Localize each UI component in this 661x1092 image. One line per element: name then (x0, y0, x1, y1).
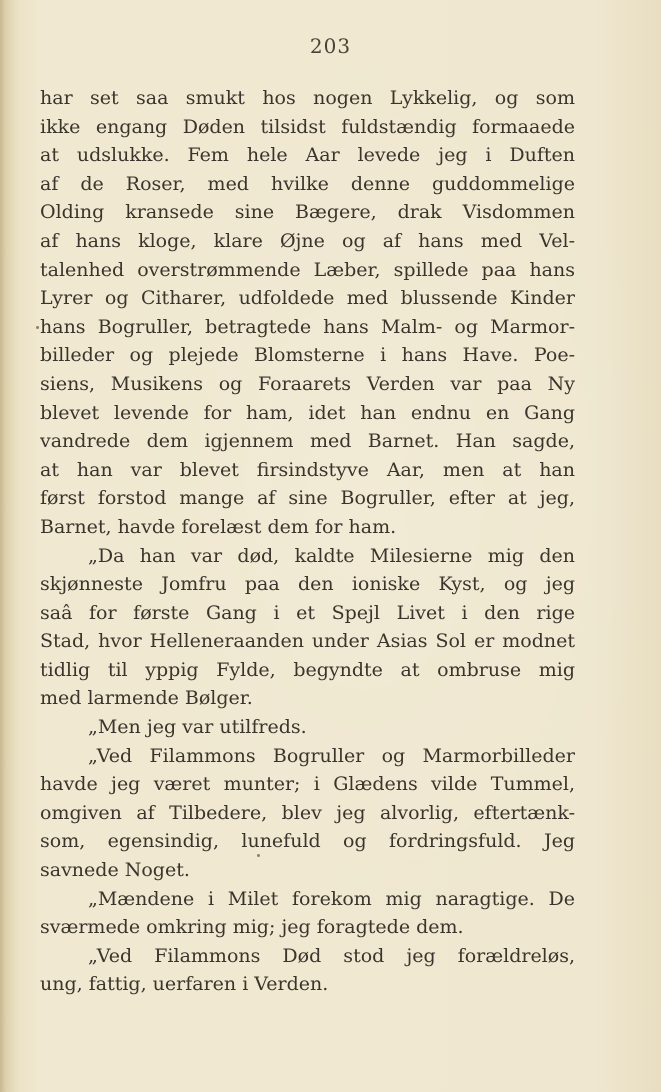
text-line: først forstod mange af sine Bogruller, efter at jeg, (40, 487, 575, 510)
body-text (40, 84, 575, 999)
text-line: „Mændene i Milet forekom mig naragtige. De (88, 887, 575, 910)
text-line: saâ for første Gang i et Spejl Livet i den rige (40, 601, 575, 624)
text-line: at udslukke. Fem hele Aar levede jeg i Duften (40, 144, 575, 167)
page-number: 203 (309, 34, 352, 58)
text-line: tidlig til yppig Fylde, begyndte at ombruse mig (40, 658, 575, 681)
text-line: sværmede omkring mig; jeg foragtede dem. (40, 916, 464, 939)
text-line: talenhed overstrømmende Læber, spillede paa hans (40, 258, 575, 281)
text-line: at han var blevet firsindstyve Aar, men at han (40, 458, 575, 481)
text-line: „Da han var død, kaldte Milesierne mig den (88, 544, 575, 567)
text-line: af de Roser, med hvilke denne guddommelige (40, 172, 575, 195)
paper-speck (36, 326, 39, 329)
paper-speck (257, 854, 260, 857)
text-line: havde jeg været munter; i Glædens vilde Tummel, (40, 773, 575, 796)
text-line: billeder og plejede Blomsterne i hans Have. Poe- (40, 344, 575, 367)
text-line: siens, Musikens og Foraarets Verden var paa Ny (40, 372, 575, 395)
text-line: omgiven af Tilbedere, blev jeg alvorlig, eftertænk- (40, 801, 575, 824)
text-line: skjønneste Jomfru paa den ioniske Kyst, og jeg (40, 573, 575, 596)
text-line: med larmende Bølger. (40, 687, 253, 710)
text-line: „Ved Filammons Bogruller og Marmorbilleder (88, 744, 575, 767)
text-line: Barnet, havde forelæst dem for ham. (40, 515, 397, 538)
text-line: Stad, hvor Helleneraanden under Asias Sol er modnet (40, 630, 575, 653)
text-line: har set saa smukt hos nogen Lykkelig, og som (40, 87, 575, 109)
text-line: ung, fattig, uerfaren i Verden. (40, 973, 329, 996)
text-line: blevet levende for ham, idet han endnu en Gang (40, 401, 575, 424)
text-line: hans Bogruller, betragtede hans Malm- og Marmor- (40, 315, 575, 338)
text-line: vandrede dem igjennem med Barnet. Han sagde, (40, 430, 575, 453)
text-line: som, egensindig, lunefuld og fordringsfuld. Jeg (40, 830, 575, 853)
text-line: Olding kransede sine Bægere, drak Visdommen (40, 201, 575, 224)
text-line: savnede Noget. (40, 859, 190, 882)
text-line: Lyrer og Citharer, udfoldede med blussende Kinder (40, 287, 575, 310)
text-line: ikke engang Døden tilsidst fuldstændig formaaede (40, 115, 575, 138)
text-line: „Men jeg var utilfreds. (88, 716, 307, 739)
text-line: af hans kloge, klare Øjne og af hans med Vel- (40, 229, 575, 252)
text-line: „Ved Filammons Død stod jeg forældreløs, (88, 944, 575, 967)
